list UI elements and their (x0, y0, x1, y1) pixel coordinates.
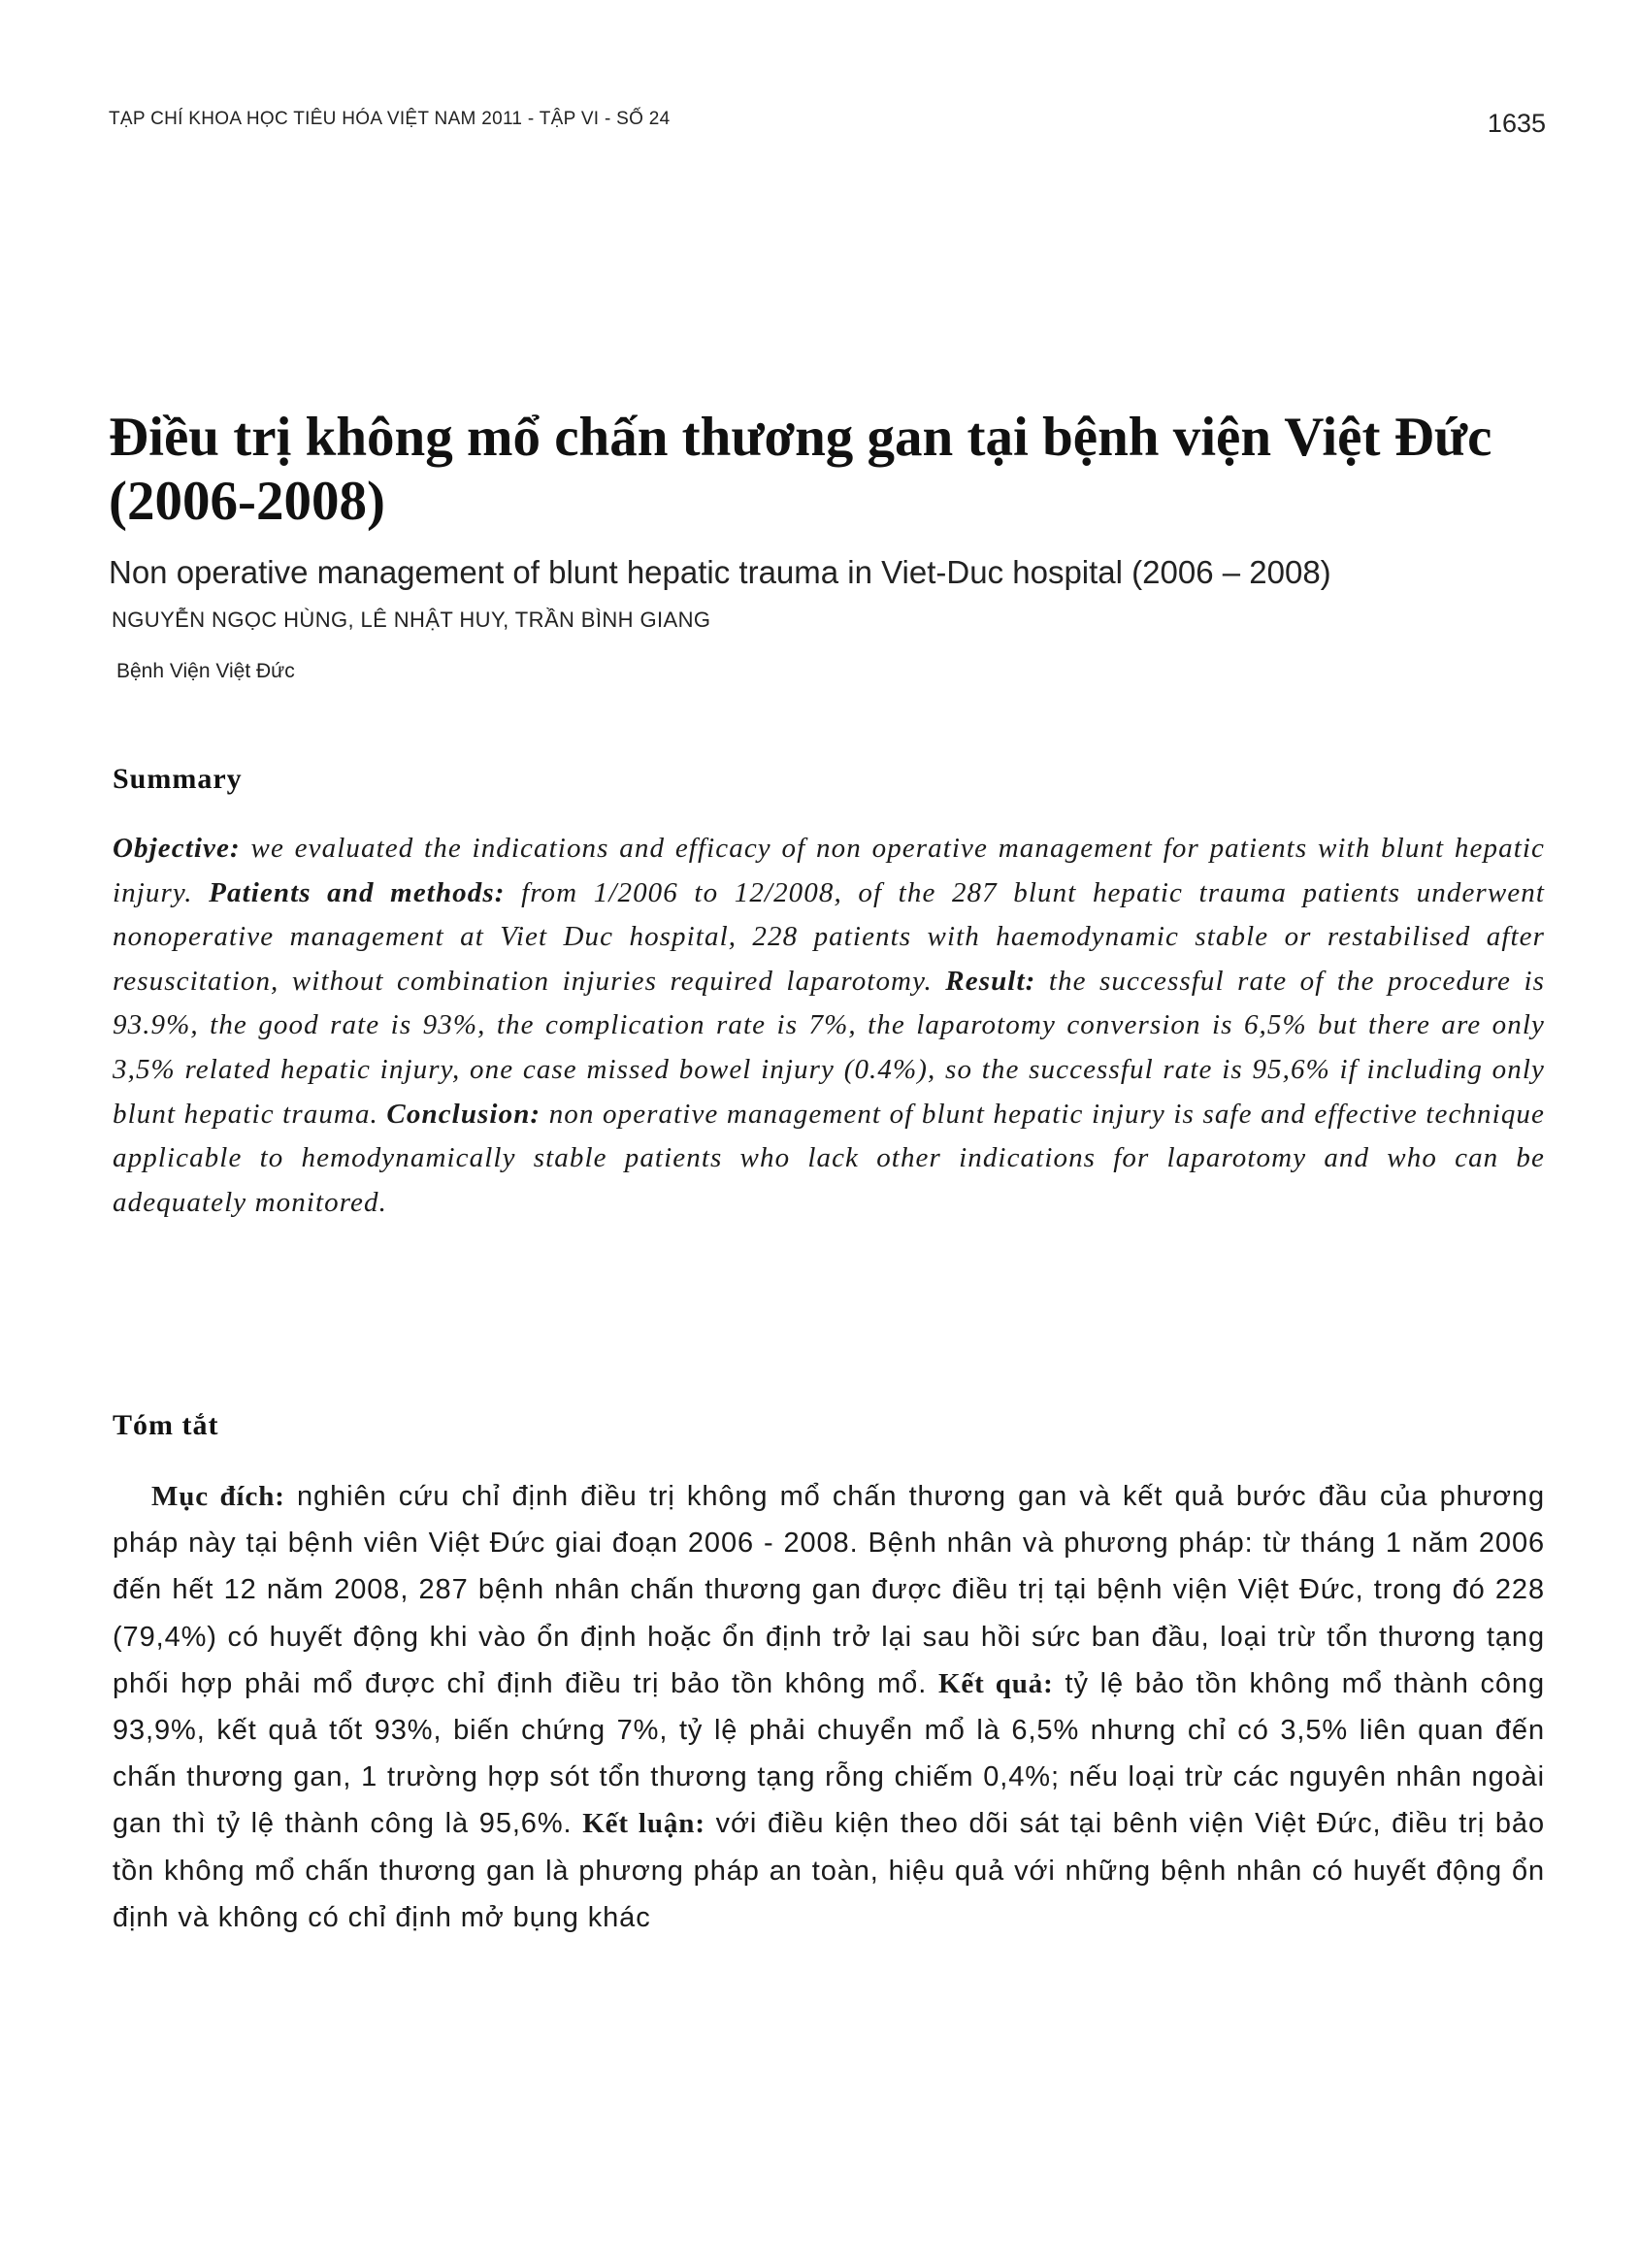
conclusion-label: Conclusion: (386, 1098, 541, 1130)
objective-text: we evaluated the indications and efficacy of non operative management for patients with blunt hepatic injury. (113, 833, 1545, 908)
ket-qua-label: Kết quả: (937, 1667, 1054, 1699)
ket-qua-text: tỷ lệ bảo tồn không mổ thành công 93,9%, kết quả tốt 93%, biến chứng 7%, tỷ lệ phải chuyển mổ là 6,5% nhưng chỉ có 3,5% liên quan đến chấn thương gan, 1 trường hợp sót tổn thương tạng rỗng chiếm 0,4%; nếu loại trừ các nguyên nhân ngoài gan thì tỷ lệ thành công là 95,6%. (113, 1667, 1545, 1840)
article-title: Điều trị không mổ chấn thương gan tại bệnh viện Việt Đức (2006-2008) (109, 407, 1492, 532)
muc-dich-text: nghiên cứu chỉ định điều trị không mổ chấn thương gan và kết quả bước đầu của phương pháp này tại bệnh viên Việt Đức giai đoạn 2006 - 2008. Bệnh nhân và phương pháp: từ tháng 1 năm 2006 đến hết 12 năm 2008, 287 bệnh nhân chấn thương gan được điều trị tại bệnh viện Việt Đức, trong đó 228 (79,4%) có huyết động khi vào ổn định hoặc ổn định trở lại sau hồi sức ban đầu, loại trừ tổn thương tạng phối hợp phải mổ được chỉ định điều trị bảo tồn không mổ. (113, 1481, 1545, 1699)
affiliation: Bệnh Viện Việt Đức (116, 660, 295, 682)
english-title: Non operative management of blunt hepatic trauma in Viet-Duc hospital (2006 – 2008) (109, 554, 1331, 590)
result-text: the successful rate of the procedure is 93.9%, the good rate is 93%, the complication rate is 7%, the laparotomy conversion is 6,5% but there are only 3,5% related hepatic injury, one case missed bowel injury (0.4%), so the successful rate is 95,6% if including only blunt hepatic trauma. (113, 965, 1545, 1130)
summary-heading: Summary (113, 763, 243, 795)
muc-dich-label: Mục đích: (151, 1481, 285, 1512)
result-label: Result: (945, 965, 1036, 997)
methods-label: Patients and methods: (209, 876, 506, 908)
conclusion-text: non operative management of blunt hepatic injury is safe and effective technique applicable to hemodynamically stable patients who lack other indications for laparotomy and who can be adequately monitored. (113, 1098, 1545, 1218)
summary-abstract (113, 827, 1545, 1225)
methods-text: from 1/2006 to 12/2008, of the 287 blunt hepatic trauma patients underwent nonoperative management at Viet Duc hospital, 228 patients with haemodynamic stable or restabilised after resuscitation, without combination injuries required laparotomy. (113, 876, 1545, 997)
objective-label: Objective: (113, 833, 241, 864)
author-list: NGUYỄN NGỌC HÙNG, LÊ NHẬT HUY, TRẦN BÌNH GIANG (112, 608, 711, 632)
page-number: 1635 (1487, 109, 1546, 138)
tom-tat-abstract (113, 1473, 1545, 1941)
running-head: TẠP CHÍ KHOA HỌC TIÊU HÓA VIỆT NAM 2011 - TẬP VI - SỐ 24 (109, 109, 671, 129)
tom-tat-heading: Tóm tắt (113, 1409, 219, 1441)
ket-luan-text: với điều kiện theo dõi sát tại bênh viện Việt Đức, điều trị bảo tồn không mổ chấn thương gan là phương pháp an toàn, hiệu quả với những bệnh nhân có huyết động ổn định và không có chỉ định mở bụng khác (113, 1808, 1545, 1933)
ket-luan-label: Kết luận: (582, 1808, 705, 1840)
